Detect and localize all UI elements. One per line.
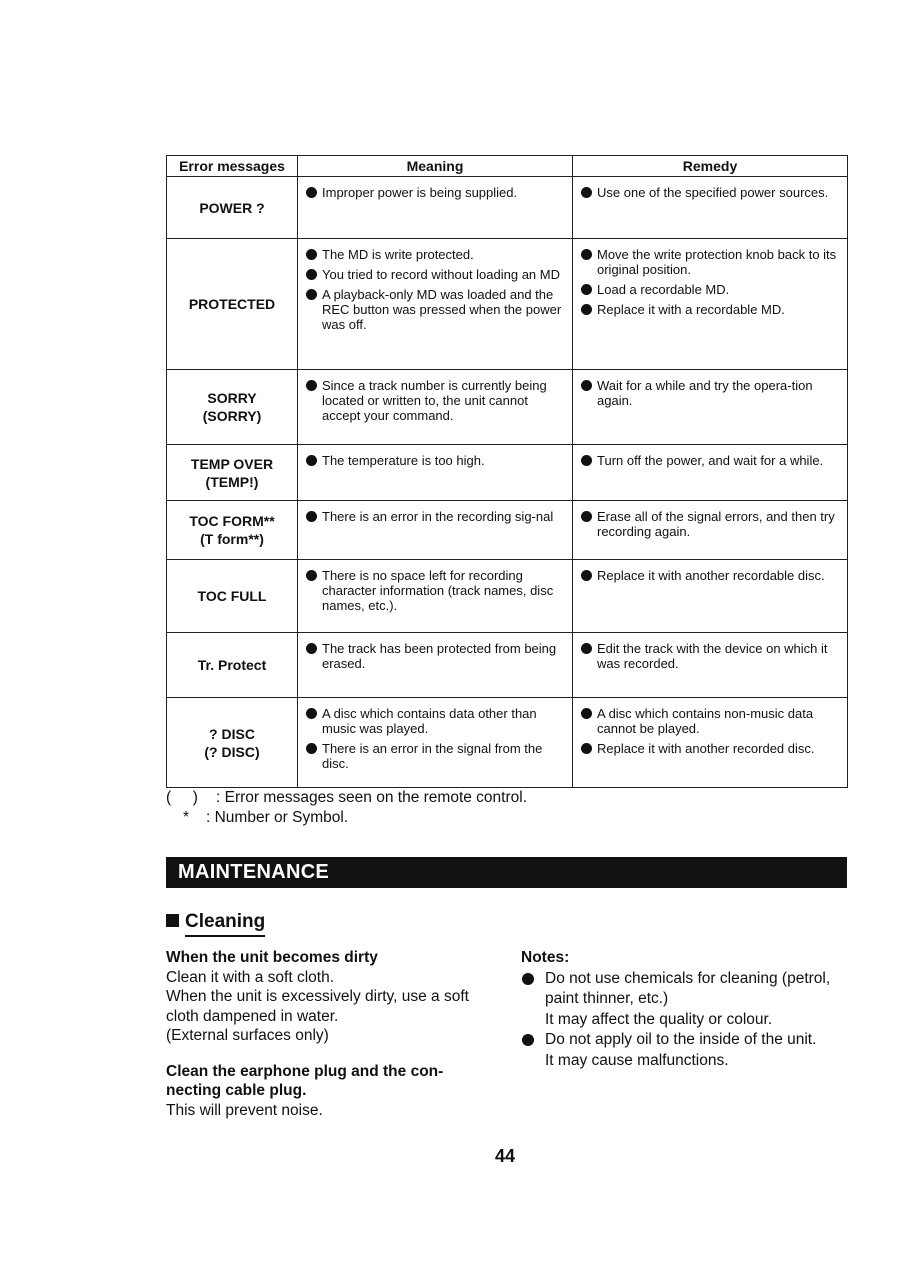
header-remedy: Remedy — [573, 156, 848, 177]
remedy-list — [579, 247, 837, 317]
error-message-cell — [167, 370, 298, 445]
error-message-line: (TEMP!) — [205, 473, 259, 490]
error-message-line: ? DISC — [209, 725, 255, 742]
bullet-icon — [306, 643, 317, 654]
note-line: Do not use chemicals for cleaning (petrol, paint thinner, etc.) — [545, 969, 831, 1007]
bullet-icon — [581, 743, 592, 754]
meaning-list — [304, 247, 562, 332]
remedy-text: Erase all of the signal errors, and then try recording again. — [597, 509, 835, 539]
table-row — [167, 239, 848, 370]
error-message-line: TEMP OVER — [190, 455, 274, 472]
error-message-cell — [167, 698, 298, 788]
error-message-cell — [167, 445, 298, 501]
error-message-cell — [167, 239, 298, 370]
error-message-cell — [167, 501, 298, 560]
legend-text: : Error messages seen on the remote control. — [216, 789, 528, 806]
legend-asterisk — [166, 808, 348, 828]
table-row — [167, 560, 848, 633]
meaning-item — [304, 378, 562, 423]
error-message-cell — [167, 177, 298, 239]
meaning-text: Improper power is being supplied. — [322, 185, 518, 200]
meaning-cell — [298, 633, 573, 698]
bullet-icon — [581, 708, 592, 719]
bullet-icon — [581, 304, 592, 315]
remedy-item — [579, 378, 837, 408]
remedy-cell — [573, 445, 848, 501]
meaning-text: You tried to record without loading an MD — [322, 267, 560, 282]
remedy-list — [579, 185, 837, 200]
remedy-text: Turn off the power, and wait for a while. — [597, 453, 824, 468]
note-item — [521, 969, 851, 1031]
remedy-item — [579, 641, 837, 671]
legend-text: : Number or Symbol. — [206, 809, 349, 826]
error-message-line: PROTECTED — [188, 296, 276, 312]
remedy-item — [579, 568, 837, 583]
error-messages-table — [166, 155, 848, 788]
remedy-text: Replace it with another recordable disc. — [597, 568, 825, 583]
remedy-cell — [573, 370, 848, 445]
bullet-icon — [306, 570, 317, 581]
remedy-item — [579, 247, 837, 277]
table-row — [167, 633, 848, 698]
meaning-text: The temperature is too high. — [322, 453, 485, 468]
note-line: It may cause malfunctions. — [545, 1051, 729, 1069]
table-header-row — [167, 156, 848, 177]
remedy-text: Edit the track with the device on which it was recorded. — [597, 641, 828, 671]
meaning-item — [304, 287, 562, 332]
meaning-text: Since a track number is currently being located or written to, the unit cannot accept your command. — [322, 378, 547, 423]
meaning-list — [304, 185, 562, 200]
error-message-line: TOC FULL — [197, 588, 267, 604]
error-message-line: (? DISC) — [204, 743, 260, 760]
remedy-cell — [573, 239, 848, 370]
bullet-icon — [581, 643, 592, 654]
meaning-item — [304, 509, 562, 524]
meaning-list — [304, 378, 562, 423]
meaning-text: The track has been protected from being erased. — [322, 641, 557, 671]
meaning-item — [304, 741, 562, 771]
legend-symbol: * — [182, 809, 190, 826]
meaning-item — [304, 185, 562, 200]
page-number: 44 — [494, 1146, 516, 1166]
remedy-item — [579, 453, 837, 468]
bullet-icon — [306, 380, 317, 391]
meaning-text: The MD is write protected. — [322, 247, 474, 262]
meaning-text: There is an error in the recording sig-nal — [322, 509, 554, 524]
bullet-icon — [522, 973, 534, 985]
table-row — [167, 698, 848, 788]
bullet-icon — [306, 511, 317, 522]
error-message-line: (T form**) — [200, 531, 264, 547]
bullet-icon — [306, 249, 317, 260]
table-row — [167, 177, 848, 239]
table-body — [167, 177, 848, 788]
meaning-item — [304, 247, 562, 262]
meaning-list — [304, 641, 562, 671]
bullet-icon — [581, 380, 592, 391]
meaning-list — [304, 568, 562, 613]
meaning-list — [304, 509, 562, 524]
bullet-icon — [306, 187, 317, 198]
error-message-cell — [167, 560, 298, 633]
error-message-line: (SORRY) — [202, 408, 262, 424]
meaning-item — [304, 453, 562, 468]
header-error-messages: Error messages — [167, 156, 298, 177]
remedy-text: Use one of the specified power sources. — [597, 185, 829, 200]
meaning-item — [304, 706, 562, 736]
meaning-item — [304, 641, 562, 671]
remedy-cell — [573, 698, 848, 788]
notes-heading: Notes: — [521, 949, 570, 966]
meaning-cell — [298, 698, 573, 788]
cleaning-instructions — [166, 948, 496, 1120]
remedy-list — [579, 568, 837, 583]
remedy-cell — [573, 177, 848, 239]
legend-remote — [166, 788, 527, 808]
meaning-item — [304, 568, 562, 613]
meaning-text: There is no space left for recording character information (track names, disc names, etc.). — [322, 568, 554, 613]
heading-dirty: When the unit becomes dirty — [166, 949, 378, 966]
remedy-text: Replace it with a recordable MD. — [597, 302, 785, 317]
note-item — [521, 1030, 851, 1071]
remedy-list — [579, 509, 837, 539]
note-line: It may affect the quality or colour. — [545, 1010, 773, 1028]
remedy-text: Replace it with another recorded disc. — [597, 741, 815, 756]
subsection-title: Cleaning — [185, 910, 265, 937]
remedy-text: A disc which contains non-music data cannot be played. — [597, 706, 814, 736]
error-message-cell — [167, 633, 298, 698]
bullet-icon — [306, 269, 317, 280]
remedy-list — [579, 706, 837, 756]
remedy-item — [579, 706, 837, 736]
remedy-item — [579, 741, 837, 756]
meaning-text: A disc which contains data other than music was played. — [322, 706, 537, 736]
meaning-list — [304, 706, 562, 771]
legend-symbol: ( ) — [166, 789, 198, 806]
meaning-item — [304, 267, 562, 282]
heading-earphone: Clean the earphone plug and the con-necting cable plug. — [166, 1062, 444, 1099]
meaning-cell — [298, 370, 573, 445]
meaning-text: A playback-only MD was loaded and the REC button was pressed when the power was off. — [322, 287, 562, 332]
bullet-icon — [306, 743, 317, 754]
table-row — [167, 370, 848, 445]
subsection-heading — [166, 910, 265, 937]
remedy-cell — [573, 633, 848, 698]
bullet-icon — [306, 289, 317, 300]
meaning-cell — [298, 177, 573, 239]
meaning-list — [304, 453, 562, 468]
remedy-text: Load a recordable MD. — [597, 282, 730, 297]
remedy-item — [579, 302, 837, 317]
remedy-list — [579, 641, 837, 671]
error-message-line: POWER ? — [199, 199, 265, 216]
bullet-icon — [306, 455, 317, 466]
notes-list — [521, 969, 851, 1072]
bullet-icon — [581, 284, 592, 295]
meaning-cell — [298, 501, 573, 560]
bullet-icon — [581, 455, 592, 466]
square-bullet-icon — [166, 914, 179, 927]
meaning-cell — [298, 445, 573, 501]
bullet-icon — [522, 1034, 534, 1046]
meaning-cell — [298, 239, 573, 370]
table-row — [167, 501, 848, 560]
remedy-list — [579, 453, 837, 468]
header-meaning: Meaning — [298, 156, 573, 177]
note-line: Do not apply oil to the inside of the unit. — [545, 1031, 817, 1048]
text-line: (External surfaces only) — [166, 1027, 329, 1044]
text-line: Clean it with a soft cloth. — [166, 968, 334, 986]
text-line: When the unit is excessively dirty, use a soft cloth dampened in water. — [166, 988, 469, 1025]
remedy-item — [579, 282, 837, 297]
error-message-line: Tr. Protect — [197, 657, 267, 673]
bullet-icon — [581, 249, 592, 260]
remedy-text: Move the write protection knob back to its original position. — [597, 247, 837, 277]
notes-section — [521, 948, 851, 1071]
section-title: MAINTENANCE — [166, 857, 847, 888]
bullet-icon — [581, 511, 592, 522]
error-message-line: TOC FORM** — [189, 513, 275, 529]
remedy-cell — [573, 501, 848, 560]
remedy-cell — [573, 560, 848, 633]
remedy-item — [579, 185, 837, 200]
meaning-cell — [298, 560, 573, 633]
bullet-icon — [581, 187, 592, 198]
table-row — [167, 445, 848, 501]
bullet-icon — [306, 708, 317, 719]
remedy-list — [579, 378, 837, 408]
meaning-text: There is an error in the signal from the disc. — [322, 741, 543, 771]
remedy-item — [579, 509, 837, 539]
text-line: This will prevent noise. — [166, 1101, 323, 1119]
error-message-line: SORRY — [207, 390, 257, 406]
remedy-text: Wait for a while and try the opera-tion again. — [597, 378, 813, 408]
bullet-icon — [581, 570, 592, 581]
